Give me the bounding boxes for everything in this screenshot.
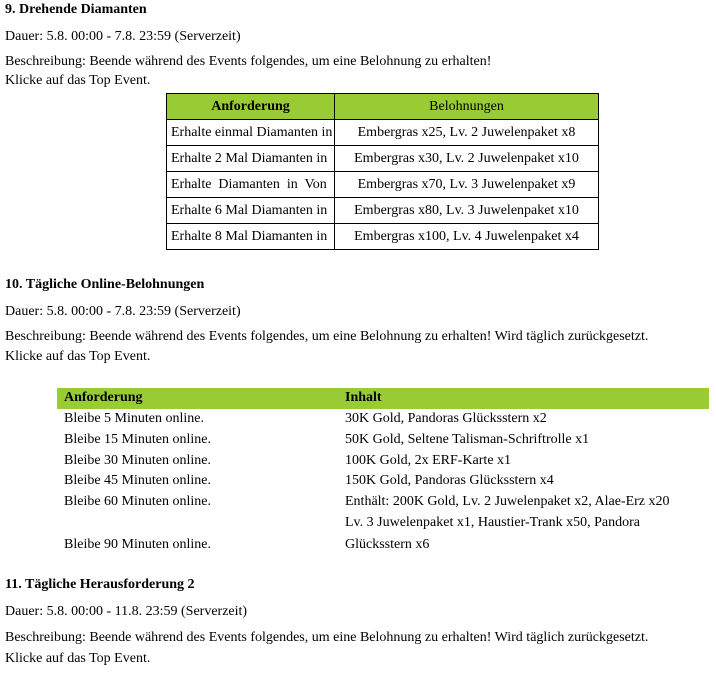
event9-hint: Klicke auf das Top Event. — [5, 73, 151, 88]
requirement-cell: Bleibe 5 Minuten online. — [64, 411, 204, 426]
content-cell: 50K Gold, Seltene Talisman-Schriftrolle x1 — [345, 432, 590, 447]
event11-duration: Dauer: 5.8. 00:00 - 11.8. 23:59 (Serverzeit) — [5, 604, 248, 619]
event10-duration: Dauer: 5.8. 00:00 - 7.8. 23:59 (Serverzeit) — [5, 304, 241, 319]
content-cell: Lv. 3 Juwelenpaket x1, Haustier-Trank x50, Pandora — [345, 515, 640, 530]
content-cell: Glücksstern x6 — [345, 537, 430, 552]
event9-title: 9. Drehende Diamanten — [5, 2, 147, 17]
requirement-cell: Bleibe 30 Minuten online. — [64, 453, 211, 468]
requirement-cell: Erhalte 2 Mal Diamanten in — [167, 146, 335, 172]
content-cell: Enthält: 200K Gold, Lv. 2 Juwelenpaket x2, Alae-Erz x20 — [345, 494, 670, 509]
requirement-cell: Bleibe 45 Minuten online. — [64, 473, 211, 488]
reward-cell: Embergras x25, Lv. 2 Juwelenpaket x8 — [335, 120, 599, 146]
event9-description: Beschreibung: Beende während des Events folgendes, um eine Belohnung zu erhalten! — [5, 54, 492, 69]
column-header-requirement: Anforderung — [167, 94, 335, 120]
column-header-rewards: Belohnungen — [335, 94, 599, 120]
event11-hint: Klicke auf das Top Event. — [5, 651, 151, 666]
column-header-requirement: Anforderung — [64, 390, 143, 405]
content-cell: 30K Gold, Pandoras Glücksstern x2 — [345, 411, 547, 426]
table-row — [167, 224, 599, 250]
requirement-cell: Erhalte Diamanten in Von — [167, 172, 335, 198]
event11-description: Beschreibung: Beende während des Events folgendes, um eine Belohnung zu erhalten! Wird täglich zurückgesetzt. — [5, 630, 649, 645]
table-row — [167, 120, 599, 146]
content-cell: 150K Gold, Pandoras Glücksstern x4 — [345, 473, 554, 488]
requirement-cell: Erhalte einmal Diamanten in — [167, 120, 335, 146]
column-header-content: Inhalt — [345, 390, 382, 405]
event10-table-header — [57, 388, 709, 409]
reward-cell: Embergras x80, Lv. 3 Juwelenpaket x10 — [335, 198, 599, 224]
content-cell: 100K Gold, 2x ERF-Karte x1 — [345, 453, 512, 468]
requirement-cell: Bleibe 90 Minuten online. — [64, 537, 211, 552]
event9-reward-table — [166, 93, 599, 250]
event10-title: 10. Tägliche Online-Belohnungen — [5, 277, 205, 292]
reward-cell: Embergras x100, Lv. 4 Juwelenpaket x4 — [335, 224, 599, 250]
event9-duration: Dauer: 5.8. 00:00 - 7.8. 23:59 (Serverzeit) — [5, 29, 241, 44]
table-row — [167, 198, 599, 224]
reward-cell: Embergras x70, Lv. 3 Juwelenpaket x9 — [335, 172, 599, 198]
event10-description: Beschreibung: Beende während des Events folgendes, um eine Belohnung zu erhalten! Wird täglich zurückgesetzt. — [5, 329, 649, 344]
table-row — [167, 146, 599, 172]
reward-cell: Embergras x30, Lv. 2 Juwelenpaket x10 — [335, 146, 599, 172]
event10-hint: Klicke auf das Top Event. — [5, 349, 151, 364]
table-header-row — [167, 94, 599, 120]
requirement-cell: Bleibe 15 Minuten online. — [64, 432, 211, 447]
table-row — [167, 172, 599, 198]
requirement-cell: Erhalte 8 Mal Diamanten in — [167, 224, 335, 250]
event11-title: 11. Tägliche Herausforderung 2 — [5, 577, 195, 592]
requirement-cell: Bleibe 60 Minuten online. — [64, 494, 211, 509]
requirement-cell: Erhalte 6 Mal Diamanten in — [167, 198, 335, 224]
